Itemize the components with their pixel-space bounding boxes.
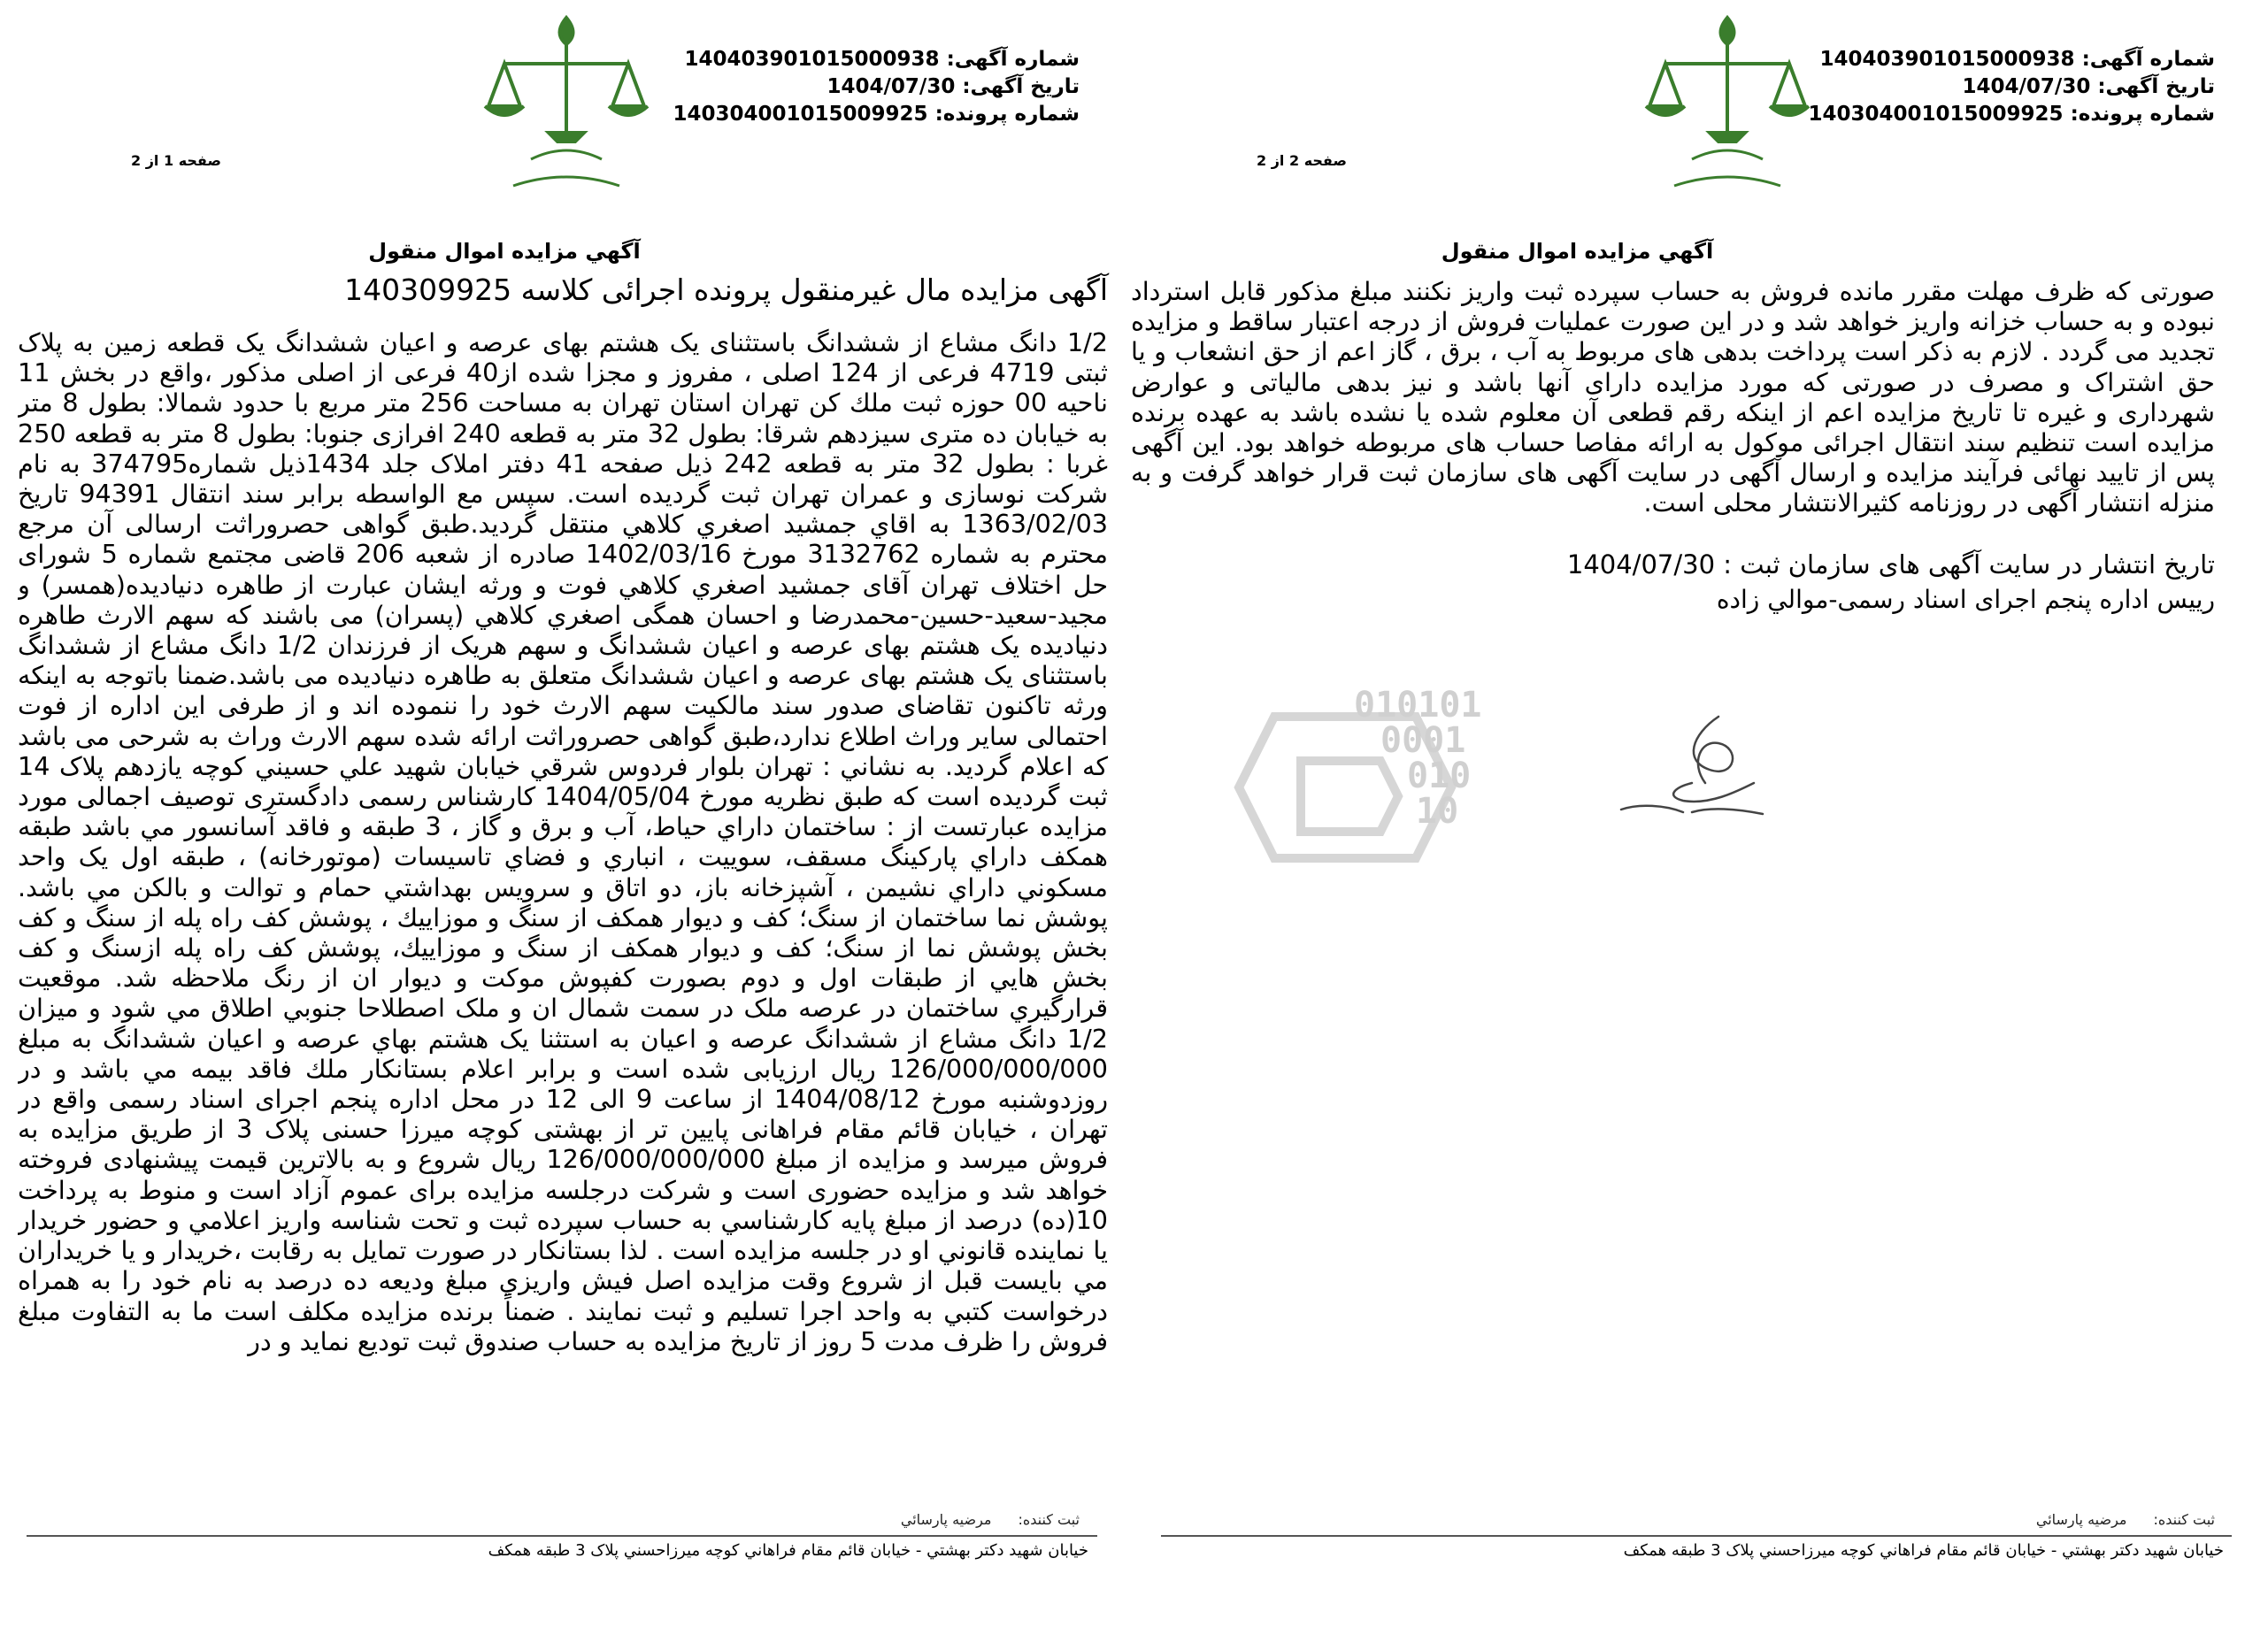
notice-date: 1404/07/30: [1962, 75, 2091, 98]
svg-text:010: 010: [1407, 756, 1472, 796]
page-title: آگهي مزايده اموال منقول: [1441, 239, 1714, 264]
svg-text:010101: 010101: [1354, 685, 1482, 725]
notice-number-label: شماره آگهی:: [2081, 48, 2215, 71]
notice-number: 140403901015000938: [1819, 48, 2075, 71]
registrar-name: مرضیه پارسائي: [900, 1511, 992, 1528]
case-number: 140304001015009925: [1808, 103, 2064, 126]
svg-text:10: 10: [1416, 791, 1459, 832]
notice-date-label: تاریخ آگهی:: [962, 75, 1080, 98]
notice-number-label: شماره آگهی:: [946, 48, 1080, 71]
case-number-label: شماره پرونده:: [2070, 103, 2215, 126]
registrar: [2036, 1511, 2215, 1528]
footer-divider: [27, 1535, 1097, 1537]
page-number: صفحه 1 از 2: [131, 152, 221, 169]
footer-address: خيابان شهيد دكتر بهشتي - خيابان قائم مقام فراهاني كوچه ميرزاحسني پلاک 3 طبقه همكف: [488, 1541, 1088, 1560]
case-number: 140304001015009925: [673, 103, 928, 126]
notice-meta: [619, 46, 1080, 128]
registrar-label: ثبت کننده:: [2153, 1511, 2215, 1528]
notice-meta: [1755, 46, 2215, 128]
svg-text:0001: 0001: [1380, 720, 1466, 761]
publish-date-line: تاریخ انتشار در سایت آگهی های سازمان ثبت : 1404/07/30: [1566, 549, 2215, 580]
notice-body: 1/2 دانگ مشاع از ششدانگ باستثنای یک هشتم بهای عرصه و اعیان ششدانگ یک قطعه زمین به پلاک ثبتی 4719 فرعی از 124 اصلی ، مفروز و مجزا شده از40 فرعی از اصلی مذکور ،واقع در بخش 11 ناحیه 00 حوزه ثبت ملك كن تهران استان تهران به مساحت 256 متر مربع با حدود شمالا: بطول 8 متر به خیابان ده متری سیزدهم شرقا: بطول 32 متر به قطعه 240 افرازی جنوبا: بطول 8 متر به قطعه 250 غربا : بطول 32 متر به قطعه 242 ذیل صفحه 41 دفتر املاک جلد 1434ذیل شماره374795 به نام شرکت نوسازی و عمران تهران ثبت گردیده است. سپس مع الواسطه برابر سند انتقال 94391 تاریخ 1363/02/03 به اقاي جمشيد اصغري كلاهي منتقل گرديد.طبق گواهی حصروراثت ارسالی آن مرجع محترم به شماره 3132762 مورخ 1402/03/16 صادره از شعبه 206 قاضی مجتمع شماره 5 شورای حل اختلاف تهران آقای جمشید اصغري كلاهي فوت و ورثه ایشان عبارت از طاهره دنیادیده(همسر) و مجید-سعید-حسین-محمدرضا و احسان همگی اصغري كلاهي (پسران) می باشند که سهم الارث طاهره دنیادیده یک هشتم بهای عرصه و اعیان ششدانگ و سهم هریک از فرزندان 1/2 دانگ مشاع از ششدانگ باستثنای یک هشتم بهای عرصه و اعیان ششدانگ متعلق به طاهره دنیادیده می باشد.ضمنا باتوجه به اینکه ورثه تاکنون تقاضای صدور سند مالکیت سهم الارث خود را ننموده اند و از طرفی این اداره از فوت احتمالی سایر وراث اطلاع ندارد،طبق گواهی حصروراثت ارائه شده سهم الارث وراث به شرحی می باشد که اعلام گردید. به نشاني : تهران بلوار فردوس شرقي خيابان شهيد علي حسيني كوچه يازدهم پلاک 14 ثبت گردیده است که طبق نظریه مورخ 1404/05/04 كارشناس رسمی دادگستری توصیف اجمالی مورد مزایده عبارتست از : ساختمان داراي حياط، آب و برق و گاز ، 3 طبقه و فاقد آسانسور مي باشد طبقه همكف داراي پاركينگ مسقف، سوييت ، انباري و فضاي تاسيسات (موتورخانه) ، طبقه اول یک واحد مسكوني داراي نشيمن ، آشپزخانه باز، دو اتاق و سرويس بهداشتي حمام و توالت و بالكن مي باشد. پوشش نما ساختمان از سنگ؛ كف و ديوار همكف از سنگ و موزاييك ، پوشش كف راه پله از سنگ و كف بخش پوشش نما از سنگ؛ كف و ديوار همكف از سنگ و موزاييك، پوشش كف راه پله ازسنگ و كف بخش هايي از طبقات اول و دوم بصورت كفپوش موكت و ديوار ان از رنگ ملاحظه شد. موقعيت قرارگيري ساختمان در عرصه ملک در سمت شمال ان و ملک اصطلاحا جنوبي اطلاق مي شود و ميزان 1/2 دانگ مشاع از ششدانگ عرصه و اعيان به استثنا يک هشتم بهاي عرصه و اعيان ششدانگ به مبلغ 126/000/000/000 ريال ارزيابی شده است و برابر اعلام بستانكار ملك فاقد بيمه مي باشد و در روزدوشنبه مورخ 1404/08/12 از ساعت 9 الی 12 در محل اداره پنجم اجرای اسناد رسمی واقع در تهران ، خیابان قائم مقام فراهانی پایین تر از بهشتی کوچه میرزا حسنی پلاک 3 از طریق مزایده به فروش میرسد و مزایده از مبلغ 126/000/000/000 ريال شروع و به بالاترین قیمت پیشنهادی فروخته خواهد شد و مزایده حضوری است و شرکت درجلسه مزایده برای عموم آزاد است و منوط به پرداخت 10(ده) درصد از مبلغ پایه کارشناسي به حساب سپرده ثبت و تحت شناسه واريز اعلامي و حضور خريدار يا نماينده قانوني او در جلسه مزايده است . لذا بستانكار در صورت تمایل به رقابت ،خريدار و يا خريداران مي بايست قبل از شروع وقت مزايده اصل فيش واريزي مبلغ وديعه ده درصد به نام خود را به همراه درخواست كتبي به واحد اجرا تسليم و ثبت نمايند . ضمناً برنده مزایده مکلف است ما به التفاوت مبلغ فروش را ظرف مدت 5 روز از تاریخ مزایده به حساب صندوق ثبت تودیع نماید و در: [18, 327, 1108, 1356]
signature-icon: [1586, 699, 1789, 832]
case-number-label: شماره پرونده:: [934, 103, 1080, 126]
watermark-icon: [1150, 664, 1522, 1000]
page-title: آگهي مزايده اموال منقول: [368, 239, 641, 264]
registrar-name: مرضیه پارسائي: [2035, 1511, 2127, 1528]
notice-date-label: تاریخ آگهی:: [2097, 75, 2215, 98]
registrar: [901, 1511, 1080, 1528]
notice-body: صورتی که ظرف مهلت مقرر مانده فروش به حساب سپرده ثبت واریز نکنند مبلغ مذکور قابل استرداد نبوده و به حساب خزانه واریز خواهد شد و در این صورت عملیات فروش از درجه اعتبار ساقط و مزایده تجدید می گردد . لازم به ذکر است پرداخت بدهی های مربوط به آب ، برق ، گاز اعم از حق انشعاب و یا حق اشتراک و مصرف در صورتی که مورد مزایده دارای آنها باشد و نیز بدهی مالیاتی و عوارض شهرداری و غیره تا تاریخ مزایده اعم از اینکه رقم قطعی آن معلوم شده یا نشده باشد به عهده برنده مزایده است تنظیم سند انتقال اجرائی موکول به ارائه مفاصا حساب های مربوطه خواهد بود. این آگهی پس از تایید نهائی فرآیند مزایده و ارسال آگهی در سایت آگهی های سازمان ثبت قرار خواهد گرفت و به منزله انتشار آگهی در روزنامه کثیرالانتشار محلی است.: [1131, 276, 2215, 518]
signatory-title: رييس اداره پنجم اجرای اسناد رسمی-موالي زاده: [1716, 585, 2215, 614]
footer-address: خيابان شهيد دكتر بهشتي - خيابان قائم مقام فراهاني كوچه ميرزاحسني پلاک 3 طبقه همكف: [1623, 1541, 2224, 1560]
page-left: [0, 0, 1133, 1635]
registrar-label: ثبت کننده:: [1018, 1511, 1080, 1528]
notice-date: 1404/07/30: [826, 75, 956, 98]
page-number: صفحه 2 از 2: [1257, 152, 1347, 169]
footer-divider: [1161, 1535, 2232, 1537]
notice-subtitle: آگهی مزایده مال غیرمنقول پرونده اجرائی کلاسه 140309925: [344, 272, 1108, 307]
notice-number: 140403901015000938: [684, 48, 940, 71]
